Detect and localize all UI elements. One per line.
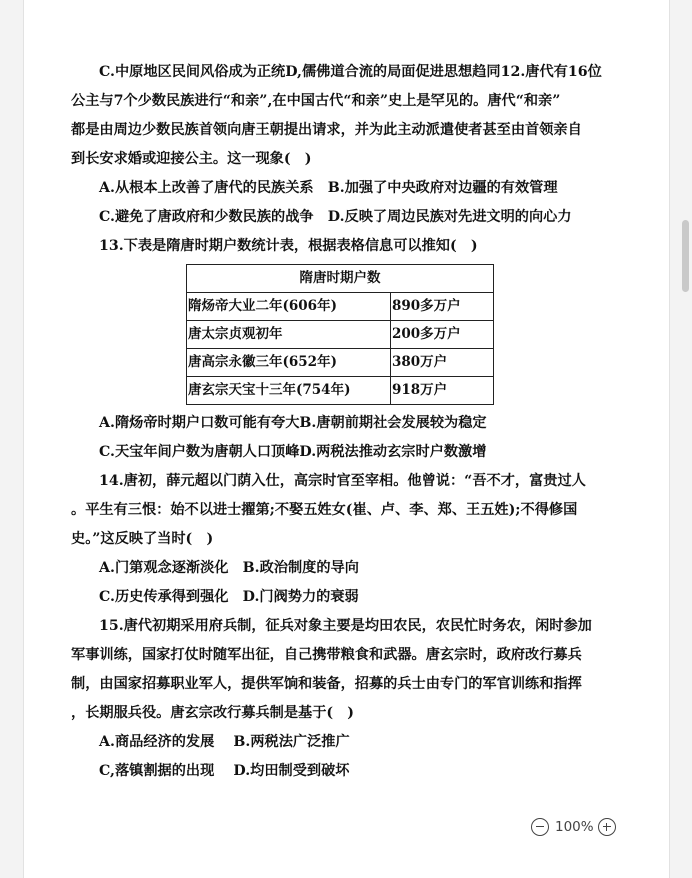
document-content	[71, 58, 651, 786]
q14-option: C.历史传承得到强化 D.门阀势力的衰弱	[99, 589, 359, 605]
q15-line: 军事训练，国家打仗时随军出征，自己携带粮食和武器。唐玄宗时，政府改行募兵	[71, 647, 582, 663]
table-cell-households: 890多万户	[391, 293, 494, 321]
q12-line: C.中原地区民间风俗成为正统D,儒佛道合流的局面促进思想趋同12.唐代有16位	[99, 64, 602, 80]
q13-option: C.天宝年间户数为唐朝人口顶峰D.两税法推动玄宗时户数激增	[99, 444, 487, 460]
zoom-in-button[interactable]	[598, 818, 616, 836]
table-cell-period: 唐高宗永徽三年(652年)	[187, 349, 391, 377]
q14-line: 。平生有三恨：始不以进士擢第;不娶五姓女(崔、卢、李、郑、王五姓);不得修国	[71, 502, 578, 518]
q12-line: 到长安求婚或迎接公主。这一现象( )	[71, 151, 312, 167]
vertical-scrollbar-thumb[interactable]	[682, 220, 689, 292]
q12-line: 公主与7个少数民族进行“和亲”,在中国古代“和亲”史上是罕见的。唐代“和亲”	[71, 93, 561, 109]
table-cell-period: 唐太宗贞观初年	[187, 321, 391, 349]
table-cell-households: 200多万户	[391, 321, 494, 349]
table-cell-period: 唐玄宗天宝十三年(754年)	[187, 377, 391, 405]
q15-option: C,落镇割据的出现 D.均田制受到破坏	[99, 763, 350, 779]
table-row	[187, 377, 494, 405]
q12-line: 都是由周边少数民族首领向唐王朝提出请求，并为此主动派遣使者甚至由首领亲自	[71, 122, 582, 138]
table-header-row	[187, 265, 494, 293]
q14-option: A.门第观念逐渐淡化 B.政治制度的导向	[99, 560, 359, 576]
zoom-out-button[interactable]	[531, 818, 549, 836]
q14-line: 14.唐初，薛元超以门荫入仕，高宗时官至宰相。他曾说：“吾不才，富贵过人	[99, 473, 586, 489]
q15-line: 15.唐代初期采用府兵制，征兵对象主要是均田农民，农民忙时务农，闲时参加	[99, 618, 592, 634]
q13-stem: 13.下表是隋唐时期户数统计表，根据表格信息可以推知( )	[99, 238, 478, 254]
q13-option: A.隋炀帝时期户口数可能有夸大B.唐朝前期社会发展较为稳定	[99, 415, 487, 431]
table-cell-households: 918万户	[391, 377, 494, 405]
household-table	[186, 264, 494, 405]
zoom-control	[531, 815, 616, 839]
table-row	[187, 321, 494, 349]
q14-line: 史。”这反映了当时( )	[71, 531, 214, 547]
q15-line: ，长期服兵役。唐玄宗改行募兵制是基于( )	[71, 705, 354, 721]
table-cell-households: 380万户	[391, 349, 494, 377]
table-cell-period: 隋炀帝大业二年(606年)	[187, 293, 391, 321]
table-header: 隋唐时期户数	[187, 265, 494, 293]
q12-option: C.避免了唐政府和少数民族的战争 D.反映了周边民族对先进文明的向心力	[99, 209, 572, 225]
table-row	[187, 293, 494, 321]
document-page	[23, 0, 670, 878]
q15-line: 制，由国家招募职业军人，提供军饷和装备，招募的兵士由专门的军官训练和指挥	[71, 676, 582, 692]
table-row	[187, 349, 494, 377]
minus-circle-icon	[536, 826, 544, 827]
zoom-level: 100%	[555, 819, 594, 835]
q15-option: A.商品经济的发展 B.两税法广泛推广	[99, 734, 350, 750]
q12-option: A.从根本上改善了唐代的民族关系 B.加强了中央政府对边疆的有效管理	[99, 180, 558, 196]
